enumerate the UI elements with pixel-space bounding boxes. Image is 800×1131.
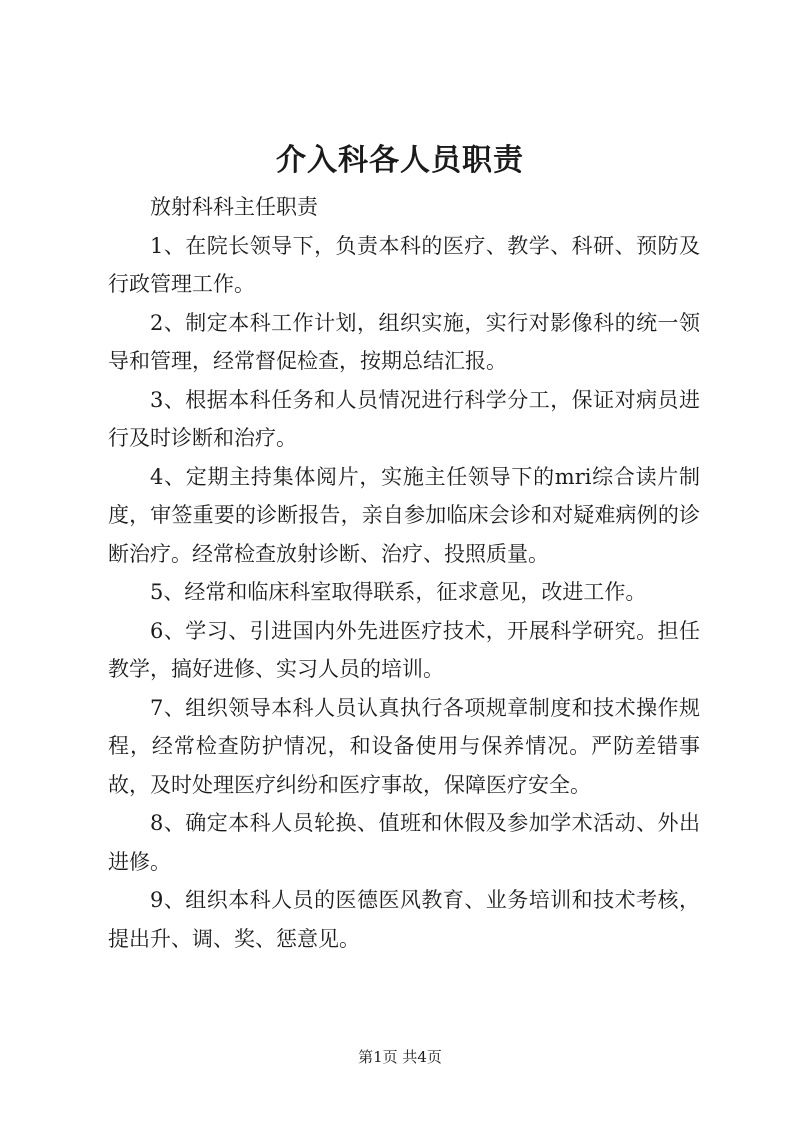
duty-item-3: 3、根据本科任务和人员情况进行科学分工，保证对病员进行及时诊断和治疗。 — [108, 387, 700, 450]
document-body — [108, 188, 700, 958]
duty-item-5: 5、经常和临床科室取得联系，征求意见，改进工作。 — [150, 580, 647, 604]
page-number: 第1页 共4页 — [358, 1048, 442, 1066]
duty-item-7: 7、组织领导本科人员认真执行各项规章制度和技术操作规程，经常检查防护情况，和设备使用与保养情况。严防差错事故，及时处理医疗纠纷和医疗事故，保障医疗安全。 — [108, 695, 700, 797]
duty-item-9: 9、组织本科人员的医德医风教育、业务培训和技术考核，提出升、调、奖、惩意见。 — [108, 888, 700, 951]
duty-item-8: 8、确定本科人员轮换、值班和休假及参加学术活动、外出进修。 — [108, 811, 700, 874]
duty-item-1: 1、在院长领导下，负责本科的医疗、教学、科研、预防及行政管理工作。 — [108, 233, 700, 296]
duty-item-6: 6、学习、引进国内外先进医疗技术，开展科学研究。担任教学，搞好进修、实习人员的培训。 — [108, 618, 700, 681]
duty-item-4: 4、定期主持集体阅片，实施主任领导下的mri综合读片制度，审签重要的诊断报告，亲自参加临床会诊和对疑难病例的诊断治疗。经常检查放射诊断、治疗、投照质量。 — [108, 464, 700, 566]
page-footer — [0, 1047, 800, 1067]
section-heading: 放射科科主任职责 — [150, 195, 318, 219]
page-title: 介入科各人员职责 — [276, 143, 524, 178]
duty-item-2: 2、制定本科工作计划，组织实施，实行对影像科的统一领导和管理，经常督促检查，按期总结汇报。 — [108, 310, 700, 373]
